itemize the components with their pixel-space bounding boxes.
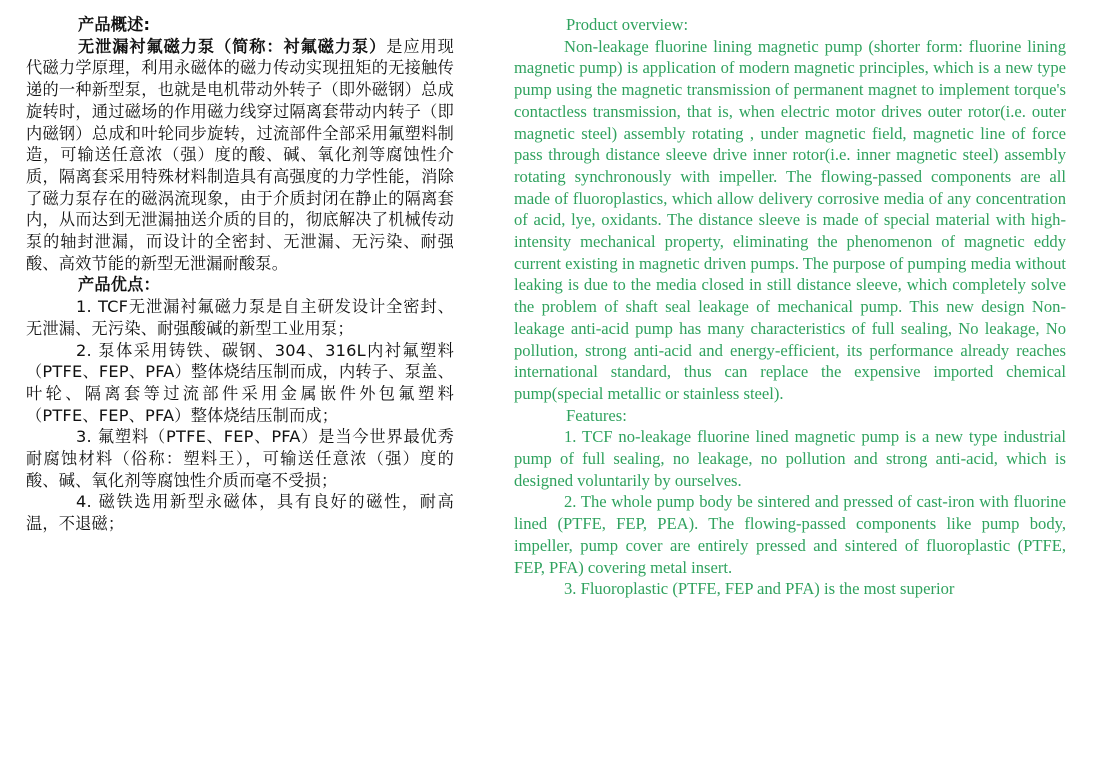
chinese-feature-item: 3. 氟塑料（PTFE、FEP、PFA）是当今世界最优秀耐腐蚀材料（俗称：塑料王），可输送任意浓（强）度的酸、碱、氧化剂等腐蚀性介质而毫不受损； xyxy=(26,427,454,490)
chinese-overview-heading: 产品概述: xyxy=(78,15,151,34)
chinese-feature-item: 1. TCF无泄漏衬氟磁力泵是自主研发设计全密封、无泄漏、无污染、耐强酸碱的新型工业用泵； xyxy=(26,297,454,338)
english-feature-item: 3. Fluoroplastic (PTFE, FEP and PFA) is the most superior xyxy=(564,579,955,599)
english-feature-item: 1. TCF no-leakage fluorine lined magnetic pump is a new type industrial pump of full sealing, no leakage, no pollution and strong anti-acid, which is designed voluntarily by ourselves. xyxy=(514,427,1066,490)
english-overview-paragraph: Non-leakage fluorine lining magnetic pump (shorter form: fluorine lining magnetic pump) is application of modern magnetic principles, which is a new type pump using the magnetic transmission of permanent magnet to implement torque's contactless transmission, that is, when electric motor drives outer rotor(i.e. outer magnetic steel) assembly rotating , under magnetic field, magnetic line of force pass through distance sleeve drive inner rotor(i.e. inner magnetic steel) assembly rotating synchronously with impeller. The flowing-passed components are all made of fluoroplastics, which allow delivery corrosive media of any concentration of acid, lye, oxidants. The distance sleeve is made of special material with high-intensity mechanical property, eliminating the phenomenon of magnetic eddy current existing in magnetic driven pumps. The purpose of pumping media without leaking is due to the media closed in still distance sleeve, which completely solve the problem of shaft seal leakage of mechanical pump. This new design Non-leakage anti-acid pump has many characteristics of full sealing, No leakage, No pollution, strong anti-acid and energy-efficient, its performance already reaches international standard, thus can replace the expensive imported chemical pump(special metallic or stainless steel). xyxy=(514,36,1066,403)
chinese-features-heading: 产品优点： xyxy=(78,275,160,295)
english-features-heading: Features: xyxy=(566,405,627,425)
chinese-feature-item: 4. 磁铁选用新型永磁体，具有良好的磁性，耐高温，不退磁； xyxy=(26,492,454,534)
english-feature-item: 2. The whole pump body be sintered and pressed of cast-iron with fluorine lined (PTFE, FEP, PEA). The flowing-passed components like pump body, impeller, pump cover are entirely pressed and sintered of fluoroplastic (PTFE, FEP, PFA) covering metal insert. xyxy=(514,492,1066,577)
chinese-feature-item: 2. 泵体采用铸铁、碳钢、304、316L内衬氟塑料（PTFE、FEP、PFA）整体烧结压制而成，内转子、泵盖、叶轮、隔离套等过流部件采用金属嵌件外包氟塑料（PTFE、FEP、PFA）整体烧结压制而成； xyxy=(26,340,454,425)
chinese-column xyxy=(26,14,454,535)
chinese-overview-title: 无泄漏衬氟磁力泵（简称：衬氟磁力泵） xyxy=(78,36,387,56)
chinese-overview-paragraph xyxy=(26,36,454,275)
english-overview-heading: Product overview: xyxy=(566,15,689,34)
chinese-overview-body: 是应用现代磁力学原理，利用永磁体的磁力传动实现扭矩的无接触传递的一种新型泵，也就是电机带动外转子（即外磁钢）总成旋转时，通过磁场的作用磁力线穿过隔离套带动内转子（即内磁钢）总成和叶轮同步旋转，过流部件全部采用氟塑料制造，可输送任意浓（强）度的酸、碱、氧化剂等腐蚀性介质，隔离套采用特殊材料制造具有高强度的力学性能，消除了磁力泵存在的磁涡流现象，由于介质封闭在静止的隔离套内，从而达到无泄漏抽送介质的目的，彻底解决了机械传动泵的轴封泄漏，而设计的全密封、无泄漏、无污染、耐强酸、高效节能的新型无泄漏耐酸泵。 xyxy=(26,36,454,273)
english-column xyxy=(514,14,1066,600)
